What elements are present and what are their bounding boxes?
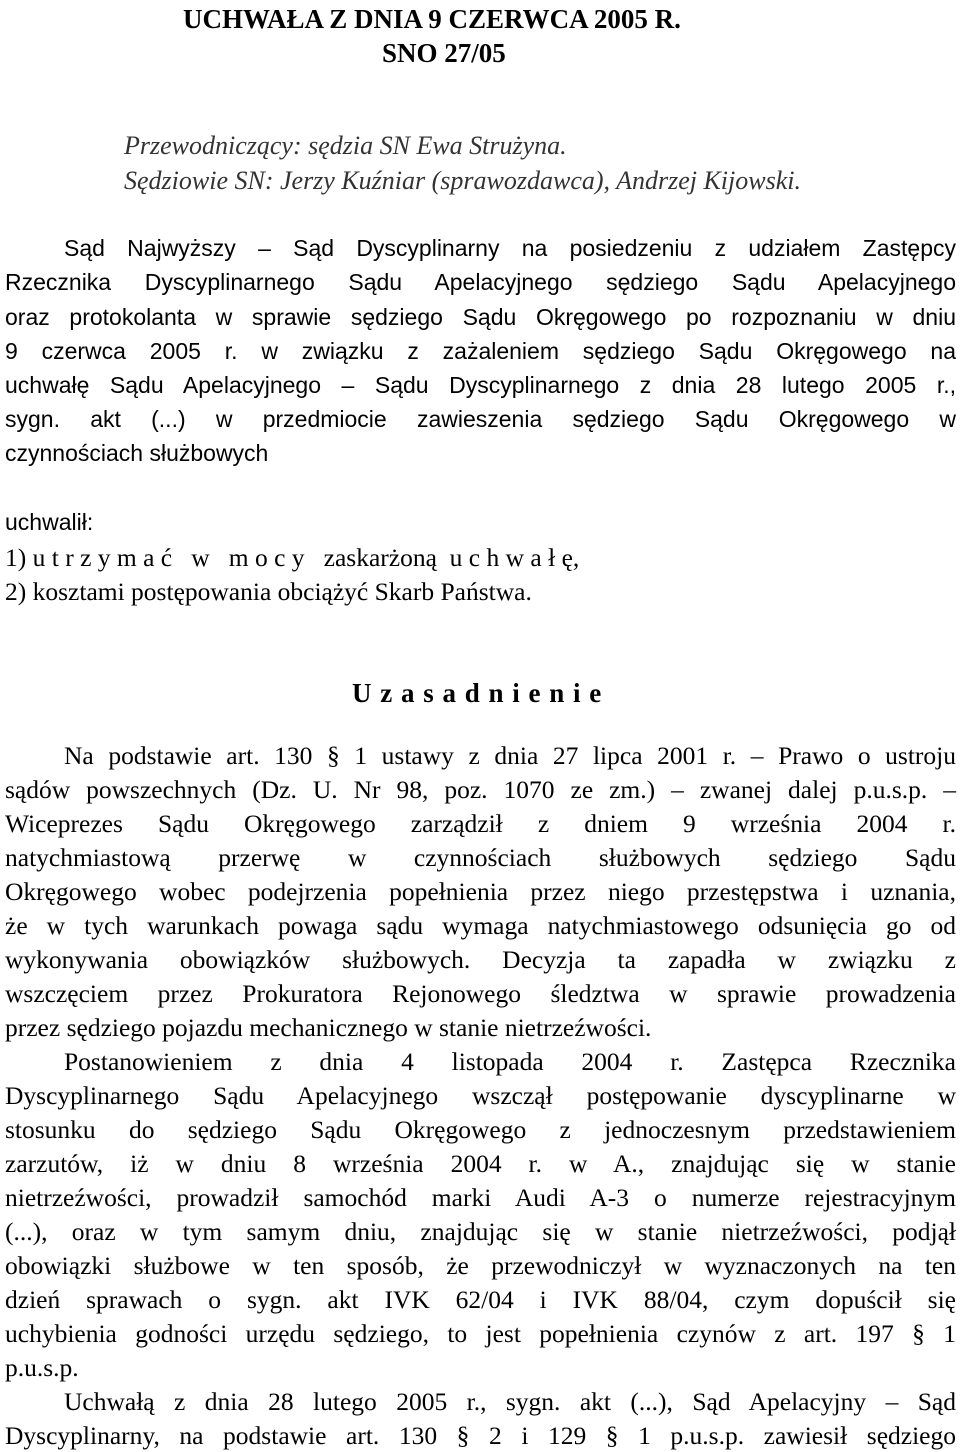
document-title: UCHWAŁA Z DNIA 9 CZERWCA 2005 R. [183, 4, 681, 34]
intro-line-3: oraz protokolanta w sprawie sędziego Sądu Okręgowego po rozpoznaniu w dniu [5, 304, 956, 330]
justification-heading: U z a s a d n i e n i e [352, 678, 603, 708]
justification-line-5: Okręgowego wobec podejrzenia popełnienia przez niego przestępstwa i uznania, [5, 877, 956, 906]
justification-line-3: Wiceprezes Sądu Okręgowego zarządził z dniem 9 września 2004 r. [5, 809, 956, 838]
intro-line-6: sygn. akt (...) w przedmiocie zawieszenia sędziego Sądu Okręgowego w [5, 406, 956, 432]
justification-line-21: Dyscyplinarny, na podstawie art. 130 § 2 i 129 § 1 p.u.s.p. zawiesił sędziego [5, 1421, 956, 1450]
justification-line-4: natychmiastową przerwę w czynnościach służbowych sędziego Sądu [5, 843, 956, 872]
intro-line-4: 9 czerwca 2005 r. w związku z zażaleniem sędziego Sądu Okręgowego na [5, 338, 956, 364]
justification-line-6: że w tych warunkach powaga sądu wymaga natychmiastowego odsunięcia go od [5, 911, 956, 940]
intro-line-7: czynnościach służbowych [5, 440, 269, 466]
justification-line-1: Na podstawie art. 130 § 1 ustawy z dnia 27 lipca 2001 r. – Prawo o ustroju [64, 741, 956, 770]
justification-line-20: Uchwałą z dnia 28 lutego 2005 r., sygn. akt (...), Sąd Apelacyjny – Sąd [64, 1387, 956, 1416]
intro-line-2: Rzecznika Dyscyplinarnego Sądu Apelacyjnego sędziego Sądu Apelacyjnego [5, 269, 956, 295]
justification-line-19: p.u.s.p. [5, 1353, 79, 1382]
resolution-item-2: 2) kosztami postępowania obciążyć Skarb Państwa. [5, 577, 532, 606]
justification-line-13: zarzutów, iż w dniu 8 września 2004 r. w A., znajdując się w stanie [5, 1149, 956, 1178]
justification-line-2: sądów powszechnych (Dz. U. Nr 98, poz. 1070 ze zm.) – zwanej dalej p.u.s.p. – [5, 775, 956, 804]
justification-line-11: Dyscyplinarnego Sądu Apelacyjnego wszczął postępowanie dyscyplinarne w [5, 1081, 956, 1110]
justification-line-17: dzień sprawach o sygn. akt IVK 62/04 i IVK 88/04, czym dopuścił się [5, 1285, 956, 1314]
justification-line-16: obowiązki służbowe w ten sposób, że przewodniczył w wyznaczonych na ten [5, 1251, 956, 1280]
justification-line-9: przez sędziego pojazdu mechanicznego w stanie nietrzeźwości. [5, 1013, 652, 1042]
justification-line-10: Postanowieniem z dnia 4 listopada 2004 r. Zastępca Rzecznika [64, 1047, 956, 1076]
resolved-label: uchwalił: [5, 509, 94, 535]
case-signature: SNO 27/05 [382, 38, 506, 68]
justification-line-12: stosunku do sędziego Sądu Okręgowego z jednoczesnym przedstawieniem [5, 1115, 956, 1144]
presiding-judge: Przewodniczący: sędzia SN Ewa Strużyna. [124, 131, 567, 160]
justification-line-18: uchybienia godności urzędu sędziego, to jest popełnienia czynów z art. 197 § 1 [5, 1319, 956, 1348]
intro-line-1: Sąd Najwyższy – Sąd Dyscyplinarny na posiedzeniu z udziałem Zastępcy [64, 235, 956, 261]
resolution-item-1: 1) u t r z y m a ć w m o c y zaskarżoną u c h w a ł ę, [5, 543, 580, 572]
intro-line-5: uchwałę Sądu Apelacyjnego – Sądu Dyscyplinarnego z dnia 28 lutego 2005 r., [5, 372, 956, 398]
justification-line-7: wykonywania obowiązków służbowych. Decyzja ta zapadła w związku z [5, 945, 956, 974]
justification-line-15: (...), oraz w tym samym dniu, znajdując się w stanie nietrzeźwości, podjął [5, 1217, 956, 1246]
judges: Sędziowie SN: Jerzy Kuźniar (sprawozdawca), Andrzej Kijowski. [124, 166, 801, 195]
justification-line-14: nietrzeźwości, prowadził samochód marki Audi A-3 o numerze rejestracyjnym [5, 1183, 956, 1212]
justification-line-8: wszczęciem przez Prokuratora Rejonowego śledztwa w sprawie prowadzenia [5, 979, 956, 1008]
